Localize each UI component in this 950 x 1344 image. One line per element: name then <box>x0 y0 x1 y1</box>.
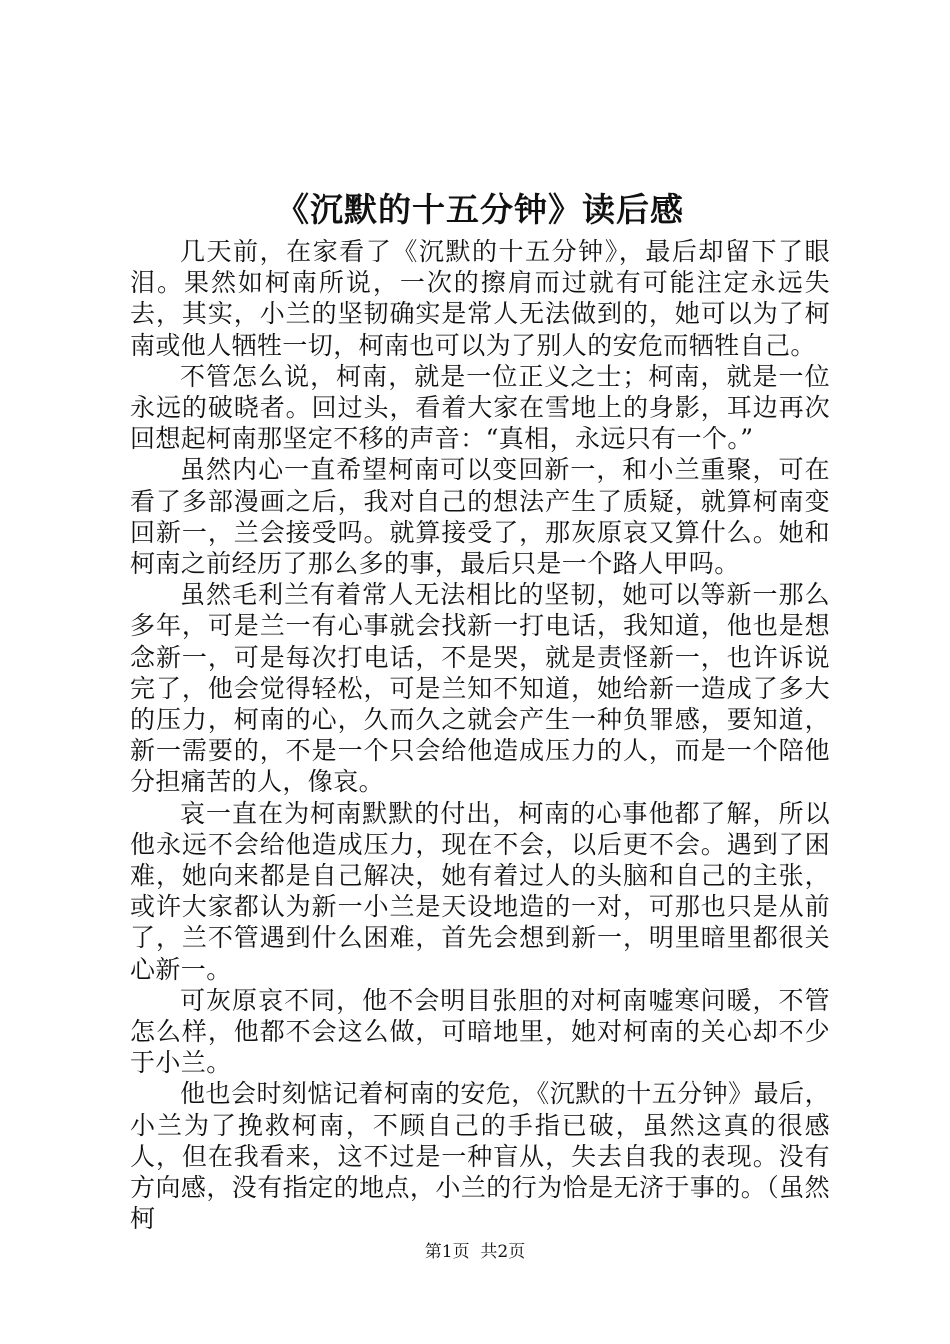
page-number: 第1页 <box>424 1242 470 1262</box>
paragraph-7: 他也会时刻惦记着柯南的安危，《沉默的十五分钟》最后，小兰为了挽救柯南，不顾自己的手指已破，虽然这真的很感人，但在我看来，这不过是一种盲从，失去自我的表现。没有方向感，没有指定的地点，小兰的行为恰是无济于事的。（虽然柯 <box>130 1079 830 1234</box>
paragraph-4: 虽然毛利兰有着常人无法相比的坚韧，她可以等新一那么多年，可是兰一有心事就会找新一打电话，我知道，他也是想念新一，可是每次打电话，不是哭，就是责怪新一，也许诉说完了，他会觉得轻松，可是兰知不知道，她给新一造成了多大的压力，柯南的心，久而久之就会产生一种负罪感，要知道，新一需要的，不是一个只会给他造成压力的人，而是一个陪他分担痛苦的人，像哀。 <box>130 580 830 797</box>
document-body <box>130 236 830 1235</box>
document-title: 《沉默的十五分钟》读后感 <box>276 190 684 229</box>
paragraph-3: 虽然内心一直希望柯南可以变回新一，和小兰重聚，可在看了多部漫画之后，我对自己的想法产生了质疑，就算柯南变回新一，兰会接受吗。就算接受了，那灰原哀又算什么。她和柯南之前经历了那么多的事，最后只是一个路人甲吗。 <box>130 455 830 579</box>
paragraph-5: 哀一直在为柯南默默的付出，柯南的心事他都了解，所以他永远不会给他造成压力，现在不会，以后更不会。遇到了困难，她向来都是自己解决，她有着过人的头脑和自己的主张，或许大家都认为新一小兰是天设地造的一对，可那也只是从前了，兰不管遇到什么困难，首先会想到新一，明里暗里都很关心新一。 <box>130 798 830 984</box>
footer-spacer <box>470 1242 481 1262</box>
paragraph-2: 不管怎么说，柯南，就是一位正义之士；柯南，就是一位永远的破晓者。回过头，看着大家在雪地上的身影，耳边再次回想起柯南那坚定不移的声音：“真相，永远只有一个。” <box>130 361 830 454</box>
paragraph-1: 几天前，在家看了《沉默的十五分钟》，最后却留下了眼泪。果然如柯南所说，一次的擦肩而过就有可能注定永远失去，其实，小兰的坚韧确实是常人无法做到的，她可以为了柯南或他人牺牲一切，柯南也可以为了别人的安危而牺牲自己。 <box>130 237 830 360</box>
page-total: 共2页 <box>480 1242 526 1262</box>
page-footer <box>0 1240 950 1264</box>
paragraph-6: 可灰原哀不同，他不会明目张胆的对柯南嘘寒问暖，不管怎么样，他都不会这么做，可暗地里，她对柯南的关心却不少于小兰。 <box>130 985 830 1078</box>
